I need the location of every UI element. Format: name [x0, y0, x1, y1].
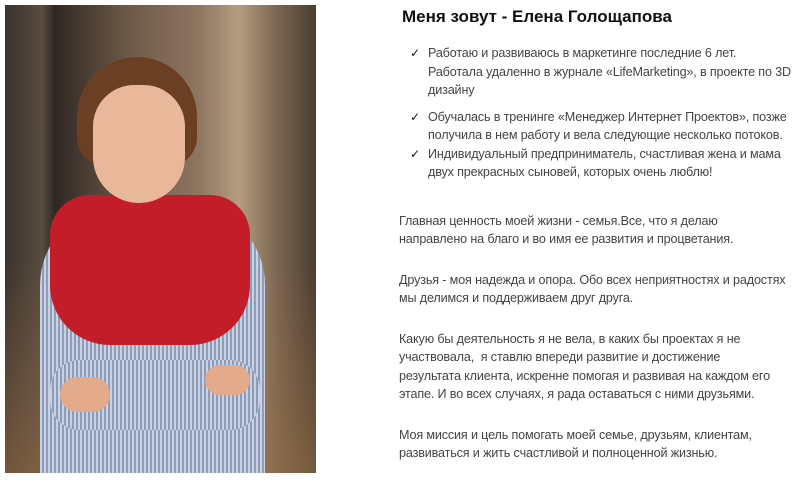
list-item-text: Индивидуальный предприниматель, счастливая жена и мама двух прекрасных сыновей, которых очень люблю!	[428, 146, 781, 179]
photo-hand	[60, 377, 110, 412]
list-item-text: Работаю и развиваюсь в маркетинге последние 6 лет. Работала удаленно в журнале «LifeMarketing», в проекте по 3D дизайну	[428, 46, 791, 97]
list-item	[410, 44, 797, 100]
paragraph-family: Главная ценность моей жизни - семья.Все, что я делаю направлено на благо и во имя ее развития и процветания.	[399, 213, 734, 246]
paragraph-work: Какую бы деятельность я не вела, в каких бы проектах я не участвовала, я ставлю впереди развитие и достижение результата клиента, искренне помогая и развивая на каждом его этапе. И во всех случаях, я рада оставаться с ними друзьями.	[399, 331, 770, 401]
paragraph-friends: Друзья - моя надежда и опора. Обо всех неприятностях и радостях мы делимся и поддерживаем друг друга.	[399, 272, 786, 305]
bullet-list	[410, 44, 797, 182]
checkmark-icon: ✓	[410, 46, 420, 60]
photo-face	[93, 85, 185, 203]
checkmark-icon: ✓	[410, 109, 420, 124]
checkmark-icon: ✓	[410, 146, 420, 161]
paragraph-mission: Моя миссия и цель помогать моей семье, друзьям, клиентам, развиваться и жить счастливой и полноценной жизнью.	[399, 427, 752, 460]
photo-hand	[205, 365, 250, 395]
list-item	[410, 145, 797, 182]
list-item	[410, 108, 797, 145]
photo-red-sweater	[50, 195, 250, 345]
page-title: Меня зовут - Елена Голощапова	[402, 7, 672, 26]
bio-column	[399, 0, 797, 471]
list-item-text: Обучалась в тренинге «Менеджер Интернет Проектов», позже получила в нем работу и вела следующие несколько потоков.	[428, 109, 787, 142]
portrait-photo	[5, 5, 316, 473]
